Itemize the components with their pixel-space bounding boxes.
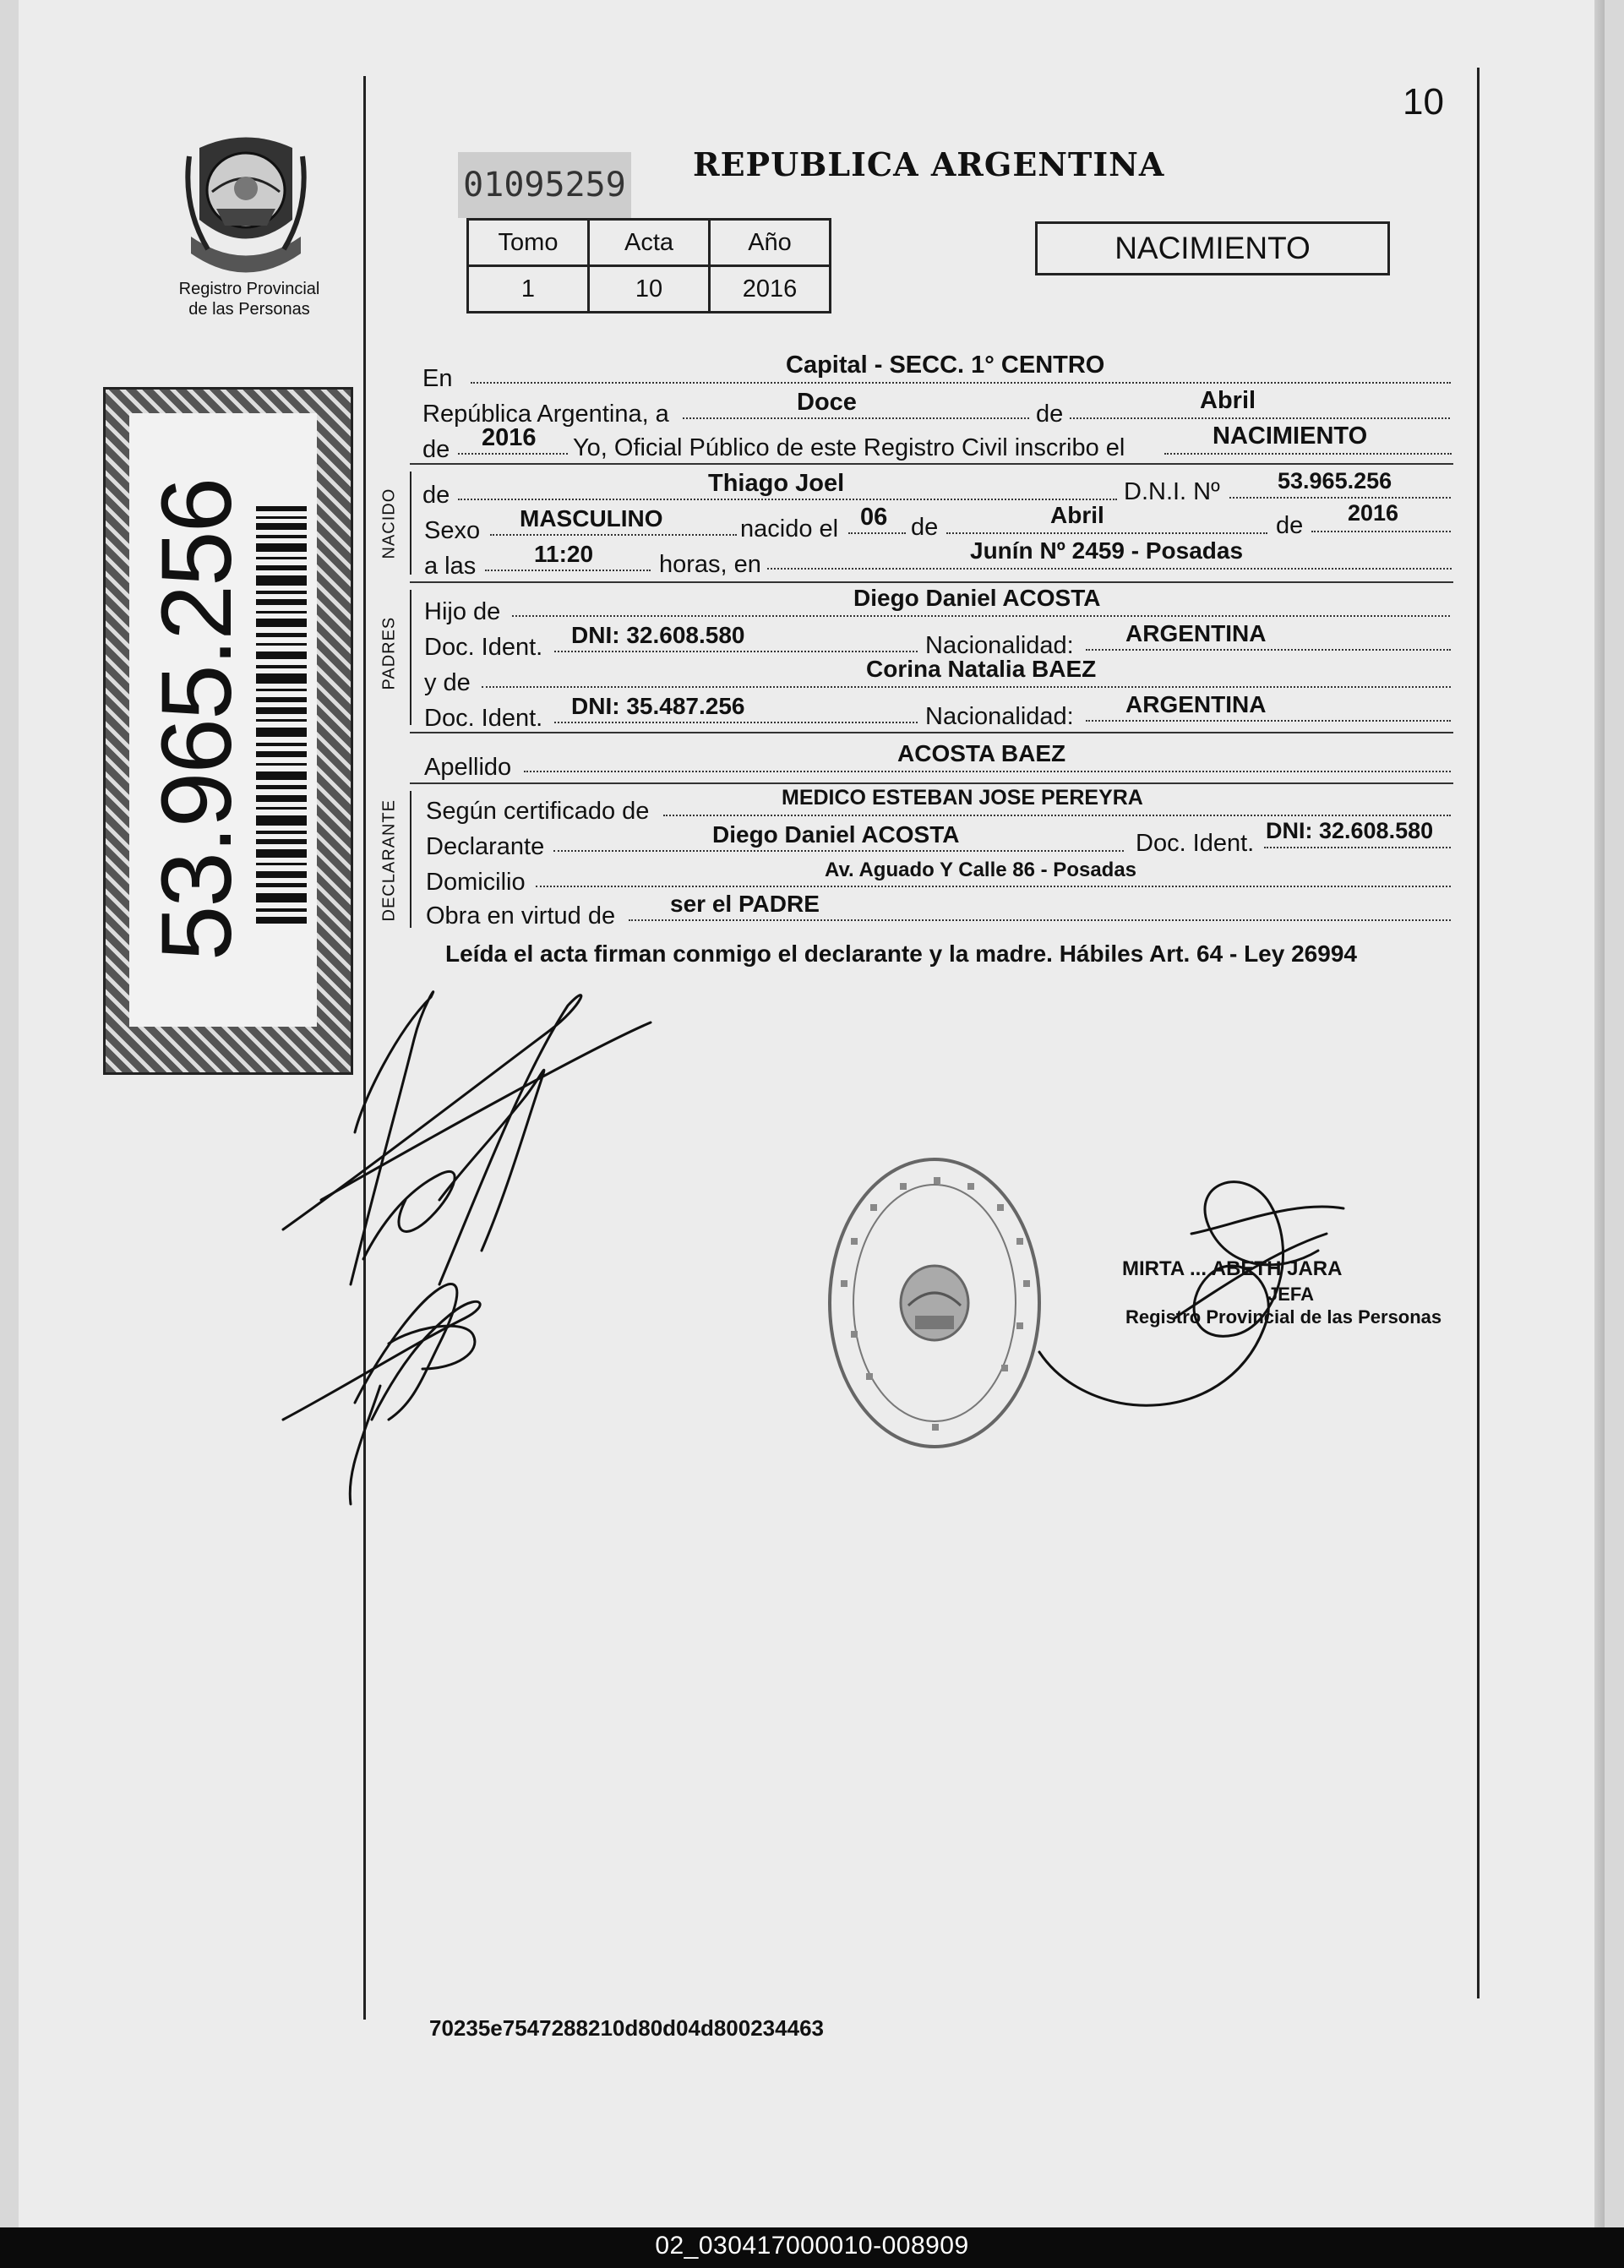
dotted-line xyxy=(554,722,918,723)
dotted-line xyxy=(482,686,1451,688)
side-label-declarante: DECLARANTE xyxy=(379,799,399,922)
official-office: Registro Provincial de las Personas xyxy=(1125,1306,1442,1328)
record-table xyxy=(466,218,831,313)
anio-value: 2016 xyxy=(710,266,831,313)
label-en: En xyxy=(422,365,453,392)
section-separator xyxy=(410,782,1453,784)
label-de3: de xyxy=(1276,512,1304,539)
country-title: REPUBLICA ARGENTINA xyxy=(693,145,1165,183)
dotted-line xyxy=(536,886,1451,887)
dotted-line xyxy=(1311,531,1451,532)
dotted-line xyxy=(485,570,651,571)
field-dia-letras: Doce xyxy=(797,389,857,416)
province-coat-of-arms-icon xyxy=(183,131,309,275)
page-number: 10 xyxy=(1403,81,1444,123)
dotted-line xyxy=(946,532,1267,534)
label-nacionalidad: Nacionalidad: xyxy=(925,632,1074,659)
label-nacionalidad2: Nacionalidad: xyxy=(925,703,1074,730)
label-horas-en: horas, en xyxy=(659,551,761,578)
section-bracket xyxy=(410,791,411,928)
right-margin-line xyxy=(1477,68,1480,1998)
registry-label: Registro Provincial de las Personas xyxy=(178,280,320,319)
field-declarante-doc: DNI: 32.608.580 xyxy=(1266,818,1434,843)
label-de-name: de xyxy=(422,482,450,509)
field-padre: Diego Daniel ACOSTA xyxy=(853,585,1101,611)
field-lugar: Capital - SECC. 1° CENTRO xyxy=(786,352,1105,379)
field-virtud: ser el PADRE xyxy=(670,891,820,917)
field-anio: 2016 xyxy=(482,424,537,451)
official-name: MIRTA ... ABETH JARA xyxy=(1122,1257,1343,1280)
field-domicilio: Av. Aguado Y Calle 86 - Posadas xyxy=(825,859,1137,881)
label-de-start: de xyxy=(422,436,450,463)
official-role: JEFA xyxy=(1267,1284,1315,1305)
field-acto: NACIMIENTO xyxy=(1213,423,1368,450)
dotted-line xyxy=(1070,417,1450,419)
dotted-line xyxy=(512,615,1450,617)
closing-statement: Leída el acta firman conmigo el declarante y la madre. Hábiles Art. 64 - Ley 26994 xyxy=(445,940,1357,967)
field-dni: 53.965.256 xyxy=(1278,468,1392,493)
acta-value: 10 xyxy=(589,266,710,313)
tomo-value: 1 xyxy=(468,266,589,313)
document-page xyxy=(19,0,1594,2239)
field-declarante: Diego Daniel ACOSTA xyxy=(712,821,960,848)
field-apellido: ACOSTA BAEZ xyxy=(897,740,1066,766)
label-nacido-el: nacido el xyxy=(740,515,839,542)
tomo-header: Tomo xyxy=(468,220,589,266)
dotted-line xyxy=(1086,720,1451,722)
acta-header: Acta xyxy=(589,220,710,266)
section-bracket xyxy=(410,472,411,575)
label-declarante: Declarante xyxy=(426,833,545,860)
side-label-nacido: NACIDO xyxy=(379,488,399,559)
field-certificado: MEDICO ESTEBAN JOSE PEREYRA xyxy=(782,786,1143,810)
field-dia-nac: 06 xyxy=(860,504,888,531)
barcode-icon xyxy=(256,506,307,929)
dni-vertical-number: 53.965.256 xyxy=(141,478,253,962)
label-yo-oficial: Yo, Oficial Público de este Registro Civil inscribo el xyxy=(573,434,1125,461)
serial-number: 01095259 xyxy=(458,152,631,218)
field-madre-doc: DNI: 35.487.256 xyxy=(571,693,745,719)
label-dni: D.N.I. Nº xyxy=(1124,478,1220,505)
field-madre-nac: ARGENTINA xyxy=(1125,691,1267,717)
label-apellido: Apellido xyxy=(424,754,512,781)
label-de2: de xyxy=(911,514,939,541)
label-doc-ident3: Doc. Ident. xyxy=(1136,830,1255,857)
dotted-line xyxy=(767,568,1452,570)
dotted-line xyxy=(554,651,918,652)
field-nombre: Thiago Joel xyxy=(708,470,845,497)
label-sexo: Sexo xyxy=(424,517,481,544)
field-padre-doc: DNI: 32.608.580 xyxy=(571,622,745,648)
field-sexo: MASCULINO xyxy=(520,505,663,532)
section-separator xyxy=(410,581,1453,583)
side-label-padres: PADRES xyxy=(379,616,399,690)
dotted-line xyxy=(683,417,1029,419)
official-stamp-icon xyxy=(824,1153,1045,1453)
field-anio-nac: 2016 xyxy=(1348,500,1399,526)
dotted-line xyxy=(490,534,737,536)
dotted-line xyxy=(553,850,1124,852)
field-padre-nac: ARGENTINA xyxy=(1125,620,1267,646)
left-margin-line xyxy=(363,76,366,2020)
field-madre: Corina Natalia BAEZ xyxy=(866,656,1097,682)
label-republica: República Argentina, a xyxy=(422,401,669,428)
dotted-line xyxy=(1086,649,1451,651)
dotted-line xyxy=(629,919,1451,921)
label-obra-en-virtud: Obra en virtud de xyxy=(426,902,616,930)
field-lugar-nac: Junín Nº 2459 - Posadas xyxy=(970,537,1244,564)
label-y-de: y de xyxy=(424,669,471,696)
label-doc-ident2: Doc. Ident. xyxy=(424,705,543,732)
barcode-panel xyxy=(103,387,353,1075)
footer-code: 02_030417000010-008909 xyxy=(655,2232,969,2260)
label-domicilio: Domicilio xyxy=(426,869,526,896)
field-hora: 11:20 xyxy=(534,541,594,567)
section-separator xyxy=(410,463,1453,465)
section-bracket xyxy=(410,590,411,725)
label-a-las: a las xyxy=(424,553,477,580)
dotted-line xyxy=(524,771,1451,772)
field-mes-letras: Abril xyxy=(1200,387,1256,414)
label-segun-certificado: Según certificado de xyxy=(426,798,650,825)
dotted-line xyxy=(1229,497,1451,499)
document-hash: 70235e7547288210d80d04d800234463 xyxy=(429,2015,824,2041)
anio-header: Año xyxy=(710,220,831,266)
label-hijo-de: Hijo de xyxy=(424,598,501,625)
section-separator xyxy=(410,732,1453,733)
dotted-line xyxy=(458,453,568,455)
dotted-line xyxy=(458,499,1117,500)
label-de: de xyxy=(1036,401,1064,428)
dotted-line xyxy=(663,815,1451,816)
field-mes-nac: Abril xyxy=(1050,502,1104,528)
record-type-box: NACIMIENTO xyxy=(1035,221,1390,275)
dotted-line xyxy=(1164,453,1452,455)
dotted-line xyxy=(1264,847,1451,848)
dotted-line xyxy=(471,382,1451,384)
label-doc-ident: Doc. Ident. xyxy=(424,634,543,661)
dotted-line xyxy=(848,532,906,534)
